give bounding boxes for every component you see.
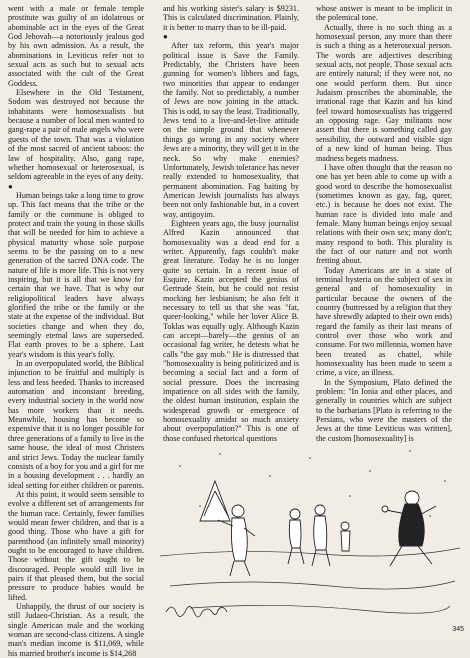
group-figures [288,505,350,566]
section-bullet: ● [8,181,13,191]
text-column-1 [8,4,144,658]
column-3-paragraph: In the Symposium, Plato defined the problem: "In Ionia and other places, and generally in countries which are subject to the barbarians [Plato is referring to the Persians, who were the masters of the Jews at the time Leviticus was written], the custom [homosexuality] is [316,377,452,443]
cartoon-illustration [160,436,460,626]
column-2-paragraph: After tax reform, this year's major political issue is Save the Family. Predictably, the Christers have been gunning for women's libbers and fags, two minorities that appear to endanger the family. Not so predictably, a number of Jews are now joining in the attack. This is odd, to say the least. Traditionally, Jews tend to a live-and-let-live attitude on the simple ground that whenever things go wrong in any society where Jews are a minority, they will get it in the neck. So why make enemies? Unfortunately, Jewish tolerance has never really extended to homosexuality, that permanent abomination. Fag baiting by American Jewish journalists has always been not only fashionable but, in a covert way, antigoyim. [163,41,299,219]
column-1-paragraph: In an overpopulated world, the Biblical injunction to be fruitful and multiply is less and less heeded. Thanks to increased automation and inconstant breeding, every industrial society in the world now has more workers than it needs. Meanwhile, housing has become so expensive that it is no longer possible for three generations of a family to live in the same house, the ideal of most Christers and strict Jews. Today the nuclear family consists of a boy for you and a girl for me in a housing development . . . hardly an ideal setting for either children or parents. [8,359,144,490]
column-2-paragraph: Eighteen years ago, the busy journalist Alfred Kazin announced that homosexuality was a dead end for a writer. Apparently, fags couldn't make great literature. Today he is no longer quite so certain. In a recent issue of Esquire, Kazin accepted the genius of Gertrude Stein, but he could not resist mocking her lesbianism; he also felt it necessary to tell us that she was "fat, queer-looking," while her lover Alice B. Toklas was equally ugly. Although Kazin can accept—barely—the genius of an occasional fag writer, he detests what he calls "the gay mob." He is distressed that "homosexuality is being politicized and is becoming a social fact and a form of social pressure. Does the increasing impatience on all sides with the family, the oldest human institution, explain the widespread growth or emergence of homosexuality amidst so much anxiety about overpopulation?" This is one of those confused rhetorical questions [163,218,299,443]
column-3-paragraph: Today Americans are in a state of terminal hysteria on the subject of sex in general and of homosexuality in particular because the owners of the country (buttressed by a religion that they have shrewdly adapted to their own ends) regard the family as their last means of control over those who work and consume. For two millennia, women have been treated as chattel, while homosexuality has been made to seem a crime, a vice, an illness. [316,265,452,378]
column-2-paragraph: and his working sister's salary is $9231. This is calculated discrimination. Plainly, it is better to marry than to be ill-paid. [163,4,299,32]
text-column-2 [163,4,299,443]
artist-signature [166,606,227,617]
section-bullet: ● [163,32,168,42]
page-number: 345 [452,626,464,633]
text-column-3 [316,4,452,443]
column-3-paragraph: Actually, there is no such thing as a homosexual person, any more than there is such a thing as a heterosexual person. The words are adjectives describing sexual acts, not people. Those sexual acts are entirely natural; if they were not, no one would perform them. But since Judaism proscribes the abominable, the irrational rage that Kazin and his kind feel toward homosexualists has triggered an opposing rage. Gay militants now assert that there is something called gay sensibility, the outward and visible sign of a new kind of human being. Thus madness begets madness. [316,22,452,163]
column-1-paragraph: At this point, it would seem sensible to evolve a different set of arrangements for the human race. Certainly, fewer families would mean fewer children, and that is a good thing. Those who have a gift for parenthood (an infinitely small minority) ought to be encouraged to have children. Those without the gift ought to be discouraged. People would still live in pairs if that pleased them, but the social pressure to produce babies would be lifted. [8,489,144,602]
column-1-paragraph: went with a male or female temple prostitute was guilty of an idolatrous or abominable act in the eyes of the Great God Jehovah—a notoriously jealous god by his own admission. As a result, the abominations in Leviticus refer not to sexual acts as such but to sexual acts associated with the cult of the Great Goddess. [8,4,144,88]
column-1-paragraph: Elsewhere in the Old Testament, Sodom was destroyed not because the inhabitants were homosexualists but because a number of local men wanted to gang-rape a pair of male angels who were guests of the town. That was a violation of the most sacred of ancient taboos: the law of hospitality. Also, gang rape, whether homosexual or heterosexual, is seldom agreeable in the eyes of any deity. [8,88,144,182]
column-1-paragraph: Human beings take a long time to grow up. This fact means that the tribe or the family or the commune is obliged to protect and train the young in those skills that will be needed for him to achieve a physical maturity whose sole purpose seems to be the passing on to a new generation of the sacred DNA code. The nature of life is more life. This is not very inspiring, but it is all that we know for certain that we have. That is why our religiopolitical leaders have always glorified the tribe or the family or the state at the expense of the individual. But societies change and when they do, seemingly eternal laws are superseded. Flat earth proves to be a sphere. Last year's wisdom is this year's folly. [8,190,144,359]
column-3-paragraph: whose answer is meant to be implicit in the polemical tone. [316,4,452,23]
figure-with-tree [200,481,255,576]
column-3-paragraph: I have often thought that the reason no one has yet been able to come up with a good word to describe the homosexualist (sometimes known as gay, fag, queer, etc.) is because he does not exist. The human race is divided into male and female. Many human beings enjoy sexual relations with their own sex; many don't; many respond to both. This plurality is the fact of our nature and not worth fretting about. [316,162,452,266]
column-1-paragraph: Unhappily, the thrust of our society is still Judaeo-Christian. As a result, the single American male and the working woman are second-class citizens. A single man's median income is $11,069, while his married brother's income is $14,268 [8,602,144,658]
